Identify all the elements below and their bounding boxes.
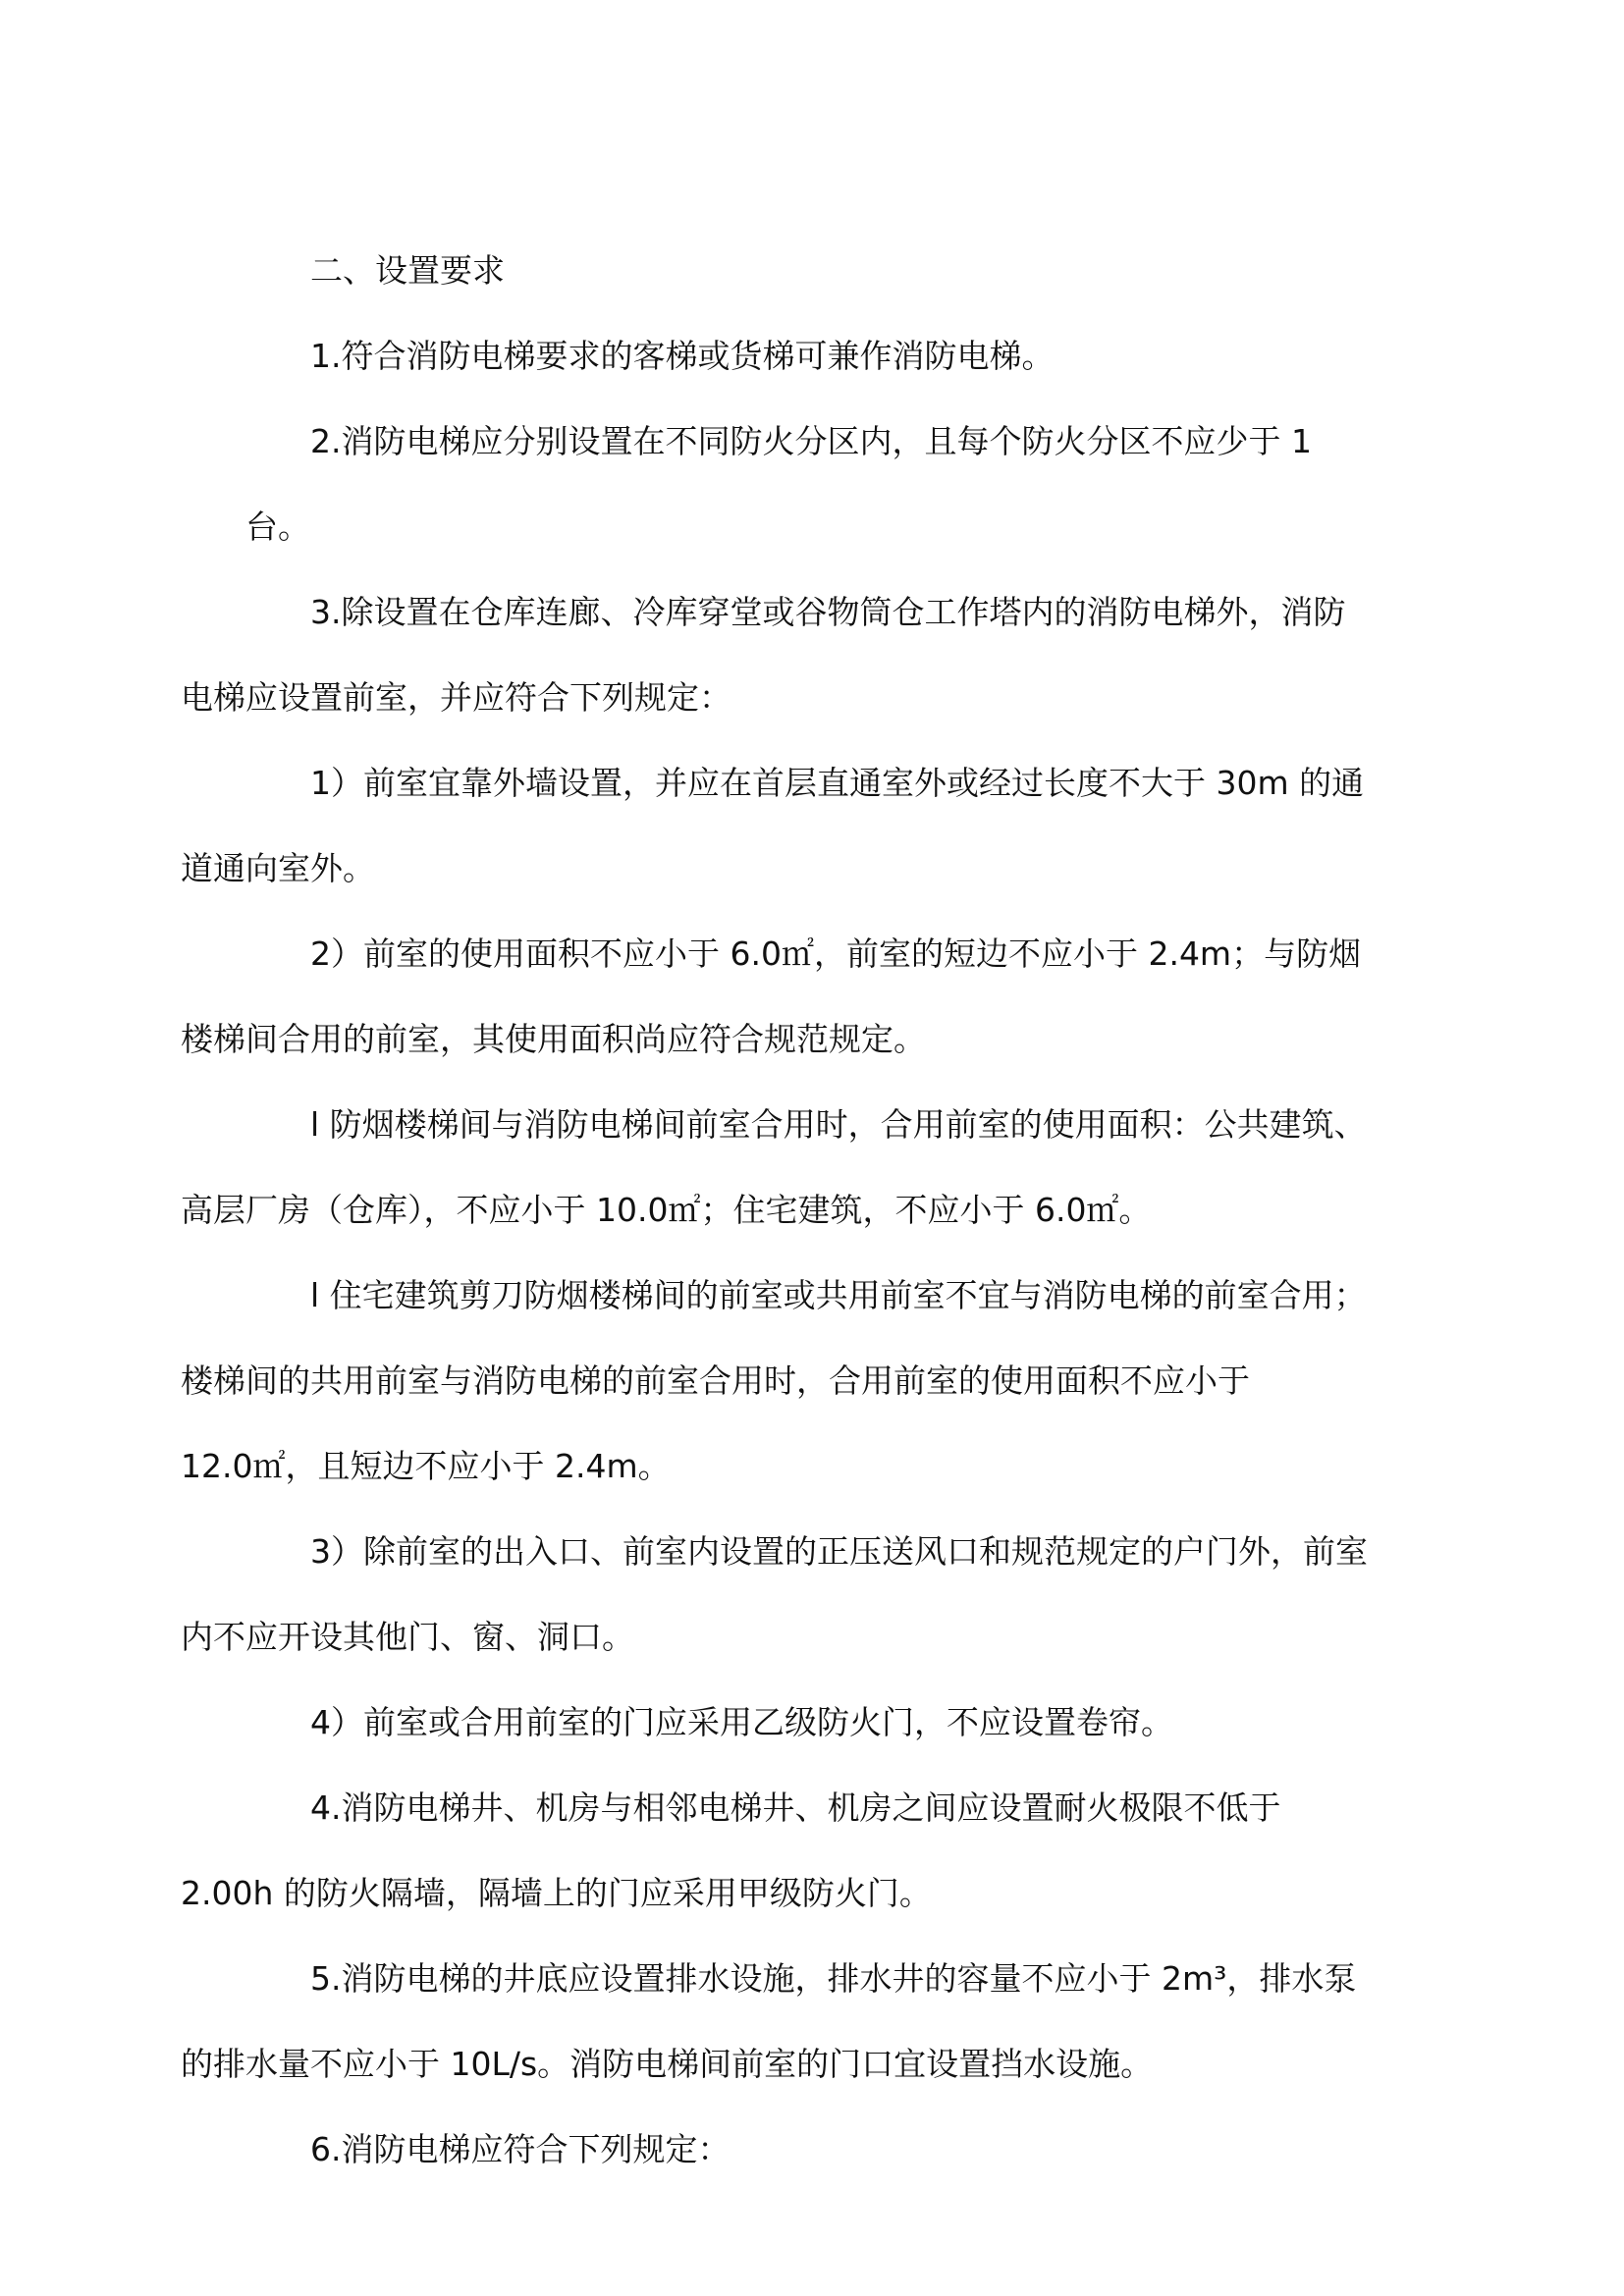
paragraph-3-2 — [181, 911, 1384, 1082]
text-line: 内不应开设其他门、窗、洞口。 — [181, 1618, 634, 1656]
paragraph-4 — [181, 1765, 1384, 1936]
text-line: 12.0㎡，且短边不应小于 2.4m。 — [181, 1447, 671, 1485]
paragraph-2 — [245, 399, 1384, 569]
document-page — [181, 228, 1384, 2192]
text-line: 2）前室的使用面积不应小于 6.0㎡，前室的短边不应小于 2.4m；与防烟 — [310, 934, 1362, 973]
text-line: 3）除前室的出入口、前室内设置的正压送风口和规范规定的户门外，前室 — [310, 1532, 1368, 1571]
text-line: 2.00h 的防火隔墙，隔墙上的门应采用甲级防火门。 — [181, 1874, 932, 1912]
text-line: 的排水量不应小于 10L/s。消防电梯间前室的门口宜设置挡水设施。 — [181, 2045, 1154, 2083]
paragraph-1 — [245, 313, 1384, 399]
text-line: 电梯应设置前室，并应符合下列规定： — [181, 678, 731, 717]
paragraph-6 — [245, 2107, 1384, 2192]
text-line: 5.消防电梯的井底应设置排水设施，排水井的容量不应小于 2m³，排水泵 — [310, 1959, 1357, 1998]
paragraph-3-3 — [181, 1509, 1384, 1680]
text-line: 4）前室或合用前室的门应采用乙级防火门，不应设置卷帘。 — [310, 1703, 1173, 1741]
paragraph-3-4 — [245, 1680, 1384, 1765]
text-line: l 住宅建筑剪刀防烟楼梯间的前室或共用前室不宜与消防电梯的前室合用； — [310, 1276, 1367, 1314]
bullet-shared-anteroom — [181, 1082, 1384, 1253]
text-line: 6.消防电梯应符合下列规定： — [310, 2130, 731, 2168]
text-line: 2.消防电梯应分别设置在不同防火分区内，且每个防火分区不应少于 1 台。 — [245, 422, 1312, 546]
paragraph-5 — [181, 1936, 1384, 2107]
text-line: l 防烟楼梯间与消防电梯间前室合用时，合用前室的使用面积：公共建筑、 — [310, 1105, 1367, 1144]
bullet-scissor-stair — [181, 1253, 1384, 1509]
text-line: 楼梯间的共用前室与消防电梯的前室合用时，合用前室的使用面积不应小于 — [181, 1362, 1250, 1400]
text-line: 道通向室外。 — [181, 849, 375, 887]
text-line: 4.消防电梯井、机房与相邻电梯井、机房之间应设置耐火极限不低于 — [310, 1789, 1281, 1827]
text-line: 二、设置要求 — [310, 251, 505, 290]
paragraph-3-1 — [181, 740, 1384, 911]
text-line: 1.符合消防电梯要求的客梯或货梯可兼作消防电梯。 — [310, 337, 1055, 375]
text-line: 1）前室宜靠外墙设置，并应在首层直通室外或经过长度不大于 30m 的通 — [310, 764, 1365, 802]
text-line: 3.除设置在仓库连廊、冷库穿堂或谷物筒仓工作塔内的消防电梯外，消防 — [310, 593, 1346, 631]
paragraph-3 — [181, 569, 1384, 740]
text-line: 高层厂房（仓库），不应小于 10.0㎡；住宅建筑，不应小于 6.0㎡。 — [181, 1191, 1152, 1229]
text-line: 楼梯间合用的前室，其使用面积尚应符合规范规定。 — [181, 1020, 926, 1058]
section-heading — [245, 228, 1384, 313]
